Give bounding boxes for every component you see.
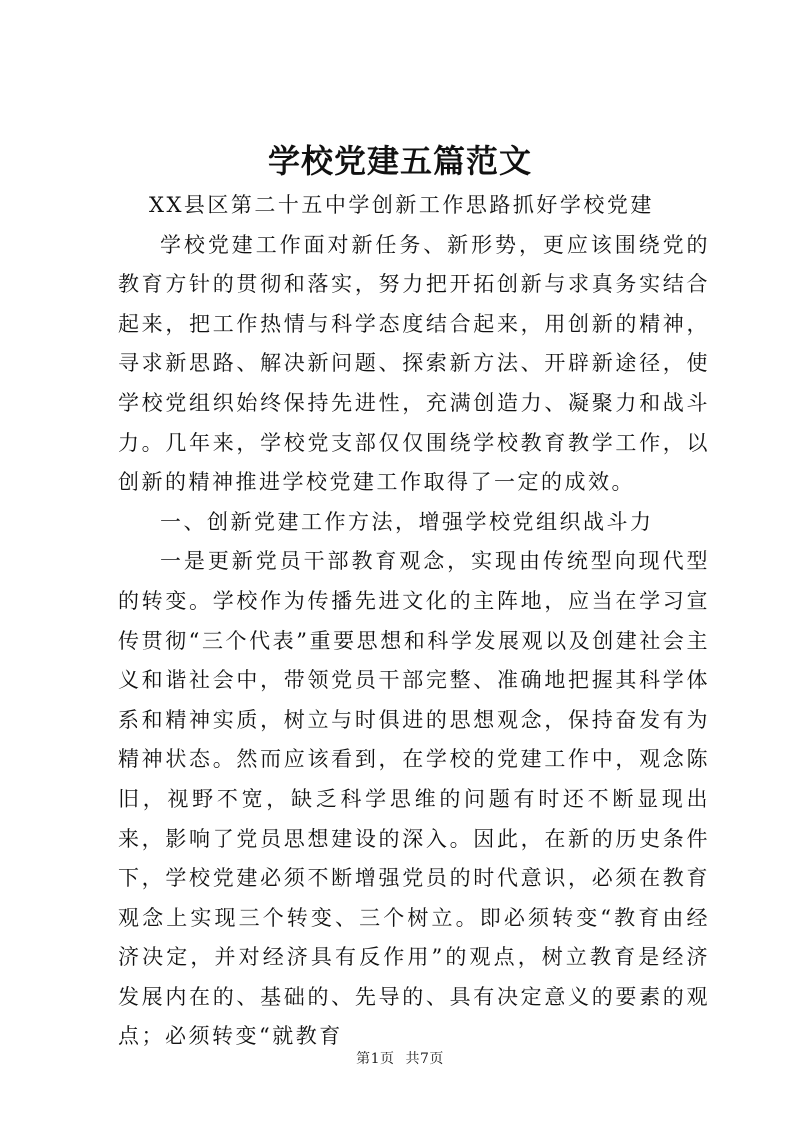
- document-body: [118, 186, 710, 1057]
- document-title: 学校党建五篇范文: [267, 142, 532, 180]
- document-subtitle: XX县区第二十五中学创新工作思路抓好学校党建: [149, 193, 654, 217]
- paragraph-body: 一是更新党员干部教育观念，实现由传统型向现代型的转变。学校作为传播先进文化的主阵地，应当在学习宣传贯彻“三个代表”重要思想和科学发展观以及创建社会主义和谐社会中，带领党员干部完整、准确地把握其科学体系和精神实质，树立与时俱进的思想观念，保持奋发有为精神状态。然而应该看到，在学校的党建工作中，观念陈旧，视野不宽，缺乏科学思维的问题有时还不断显现出来，影响了党员思想建设的深入。因此，在新的历史条件下，学校党建必须不断增强党员的时代意识，必须在教育观念上实现三个转变、三个树立。即必须转变“教育由经济决定，并对经济具有反作用”的观点，树立教育是经济发展内在的、基础的、先导的、具有决定意义的要素的观点；必须转变“就教育: [118, 549, 710, 1049]
- page-footer: [0, 1048, 800, 1068]
- page-total: 共7页: [405, 1051, 444, 1067]
- page-number: 第1页: [356, 1051, 395, 1067]
- section-heading: 一、创新党建工作方法，增强学校党组织战斗力: [160, 509, 654, 534]
- paragraph-intro: 学校党建工作面对新任务、新形势，更应该围绕党的教育方针的贯彻和落实，努力把开拓创新与求真务实结合起来，把工作热情与科学态度结合起来，用创新的精神，寻求新思路、解决新问题、探索新方法、开辟新途径，使学校党组织始终保持先进性，充满创造力、凝聚力和战斗力。几年来，学校党支部仅仅围绕学校教育教学工作，以创新的精神推进学校党建工作取得了一定的成效。: [118, 232, 710, 495]
